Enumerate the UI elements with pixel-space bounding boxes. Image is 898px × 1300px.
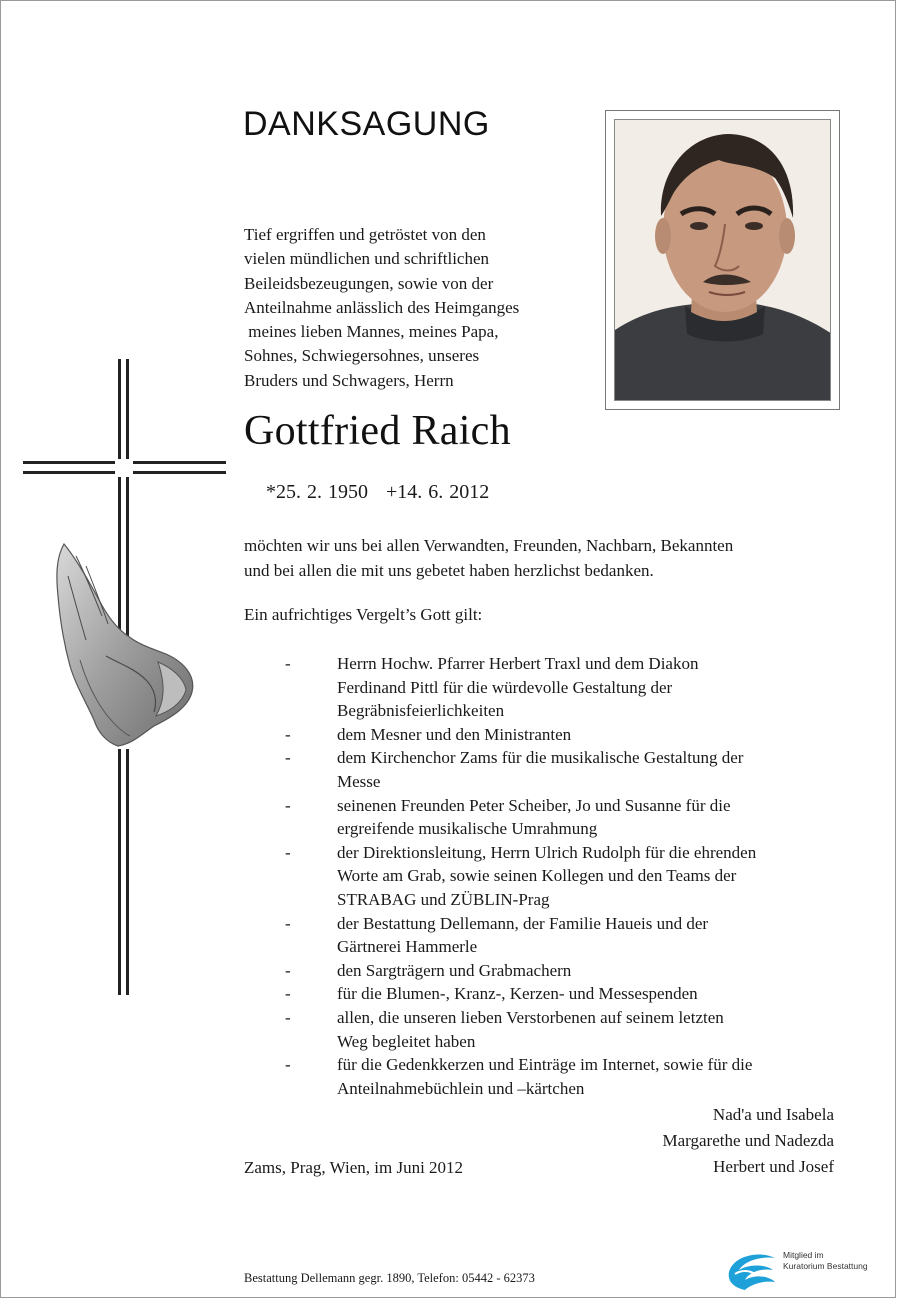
logo-line: Mitglied im [783, 1250, 824, 1260]
intro-line: meines lieben Mannes, meines Papa, [244, 322, 499, 342]
logo-line: Kuratorium Bestattung [783, 1261, 868, 1271]
gratitude-item [244, 1006, 864, 1053]
gratitude-item-line: Worte am Grab, sowie seinen Kollegen und den Teams der [337, 866, 737, 886]
deceased-name: Gottfried Raich [244, 408, 511, 454]
gratitude-item [244, 912, 864, 959]
gratitude-item-line: der Direktionsleitung, Herrn Ulrich Rudolph für die ehrenden [337, 842, 757, 862]
gratitude-item-line: STRABAG und ZÜBLIN-Prag [337, 889, 550, 909]
signer-line: Herbert und Josef [713, 1157, 834, 1176]
gratitude-item-line: ergreifende musikalische Umrahmung [337, 819, 598, 839]
birth-date: *25. 2. 1950 [266, 481, 368, 503]
gratitude-item-line: Herrn Hochw. Pfarrer Herbert Traxl und dem Diakon [337, 654, 699, 673]
gratitude-item-line: seinenen Freunden Peter Scheiber, Jo und Susanne für die [337, 795, 731, 815]
gratitude-item-line: für die Blumen-, Kranz-, Kerzen- und Messespenden [337, 984, 698, 1004]
gratitude-list [244, 652, 864, 1100]
bullet-dash: - [285, 842, 291, 862]
gratitude-item-line: den Sargträgern und Grabmachern [337, 960, 572, 980]
intro-line: Tief ergriffen und getröstet von den [244, 225, 486, 244]
portrait-photo [614, 119, 831, 401]
gratitude-item [244, 959, 864, 983]
thanks-paragraph [244, 533, 864, 583]
bullet-dash: - [285, 1007, 291, 1027]
bullet-dash: - [285, 724, 291, 744]
footer-text: Bestattung Dellemann gegr. 1890, Telefon: 05442 - 62373 [244, 1271, 535, 1285]
gratitude-item-line: dem Mesner und den Ministranten [337, 724, 572, 744]
intro-line: Anteilnahme anlässlich des Heimganges [244, 297, 520, 317]
gratitude-item-line: Weg begleitet haben [337, 1031, 476, 1051]
intro-line: Bruders und Schwagers, Herrn [244, 370, 454, 390]
intro-line: Beileidsbezeugungen, sowie von der [244, 273, 494, 293]
gratitude-item-line: Ferdinand Pittl für die würdevolle Gestaltung der [337, 677, 673, 697]
bullet-dash: - [285, 984, 291, 1004]
gratitude-item-line: allen, die unseren lieben Verstorbenen auf seinem letzten [337, 1007, 724, 1027]
bullet-dash: - [285, 1055, 291, 1075]
kuratorium-logo-icon [725, 1248, 781, 1292]
bullet-dash: - [285, 795, 291, 815]
bullet-dash: - [285, 654, 291, 673]
praying-hands-icon [46, 536, 201, 751]
bullet-dash: - [285, 913, 291, 933]
gratitude-item [244, 982, 864, 1006]
kuratorium-logo [725, 1248, 868, 1292]
logo-text [783, 1250, 868, 1272]
intro-line: vielen mündlichen und schriftlichen [244, 249, 490, 269]
bullet-dash: - [285, 748, 291, 768]
gratitude-item-line: der Bestattung Dellemann, der Familie Haueis und der [337, 913, 709, 933]
place-date: Zams, Prag, Wien, im Juni 2012 [244, 1158, 464, 1177]
page-title: DANKSAGUNG [243, 105, 490, 143]
gratitude-item-line: für die Gedenkkerzen und Einträge im Internet, sowie für die [337, 1055, 753, 1075]
intro-line: Sohnes, Schwiegersohnes, unseres [244, 346, 480, 366]
signer-line: Nad'a und Isabela [712, 1105, 834, 1124]
signers [663, 1102, 835, 1180]
gratitude-item [244, 746, 864, 793]
gratitude-item-line: Begräbnisfeierlichkeiten [337, 701, 505, 721]
life-dates [266, 481, 489, 504]
bullet-dash: - [285, 960, 291, 980]
thanks-line: und bei allen die mit uns gebetet haben herzlichst bedanken. [244, 561, 654, 580]
portrait-frame [605, 110, 840, 410]
gratitude-item-line: Messe [337, 771, 381, 791]
portrait-image [615, 120, 831, 401]
gratitude-item [244, 652, 864, 723]
thanks-line: möchten wir uns bei allen Verwandten, Freunden, Nachbarn, Bekannten [244, 536, 734, 555]
gratitude-item [244, 794, 864, 841]
gratitude-item-line: Anteilnahmebüchlein und –kärtchen [337, 1078, 585, 1098]
signer-line: Margarethe und Nadezda [662, 1131, 834, 1150]
gratitude-item [244, 841, 864, 912]
gratitude-item-line: dem Kirchenchor Zams für die musikalische Gestaltung der [337, 748, 744, 768]
gratitude-item [244, 723, 864, 747]
gratitude-item-line: Gärtnerei Hammerle [337, 937, 478, 957]
intro-paragraph [244, 223, 594, 393]
gratitude-heading: Ein aufrichtiges Vergelt’s Gott gilt: [244, 605, 483, 624]
death-date: +14. 6. 2012 [386, 481, 490, 503]
gratitude-item [244, 1053, 864, 1100]
